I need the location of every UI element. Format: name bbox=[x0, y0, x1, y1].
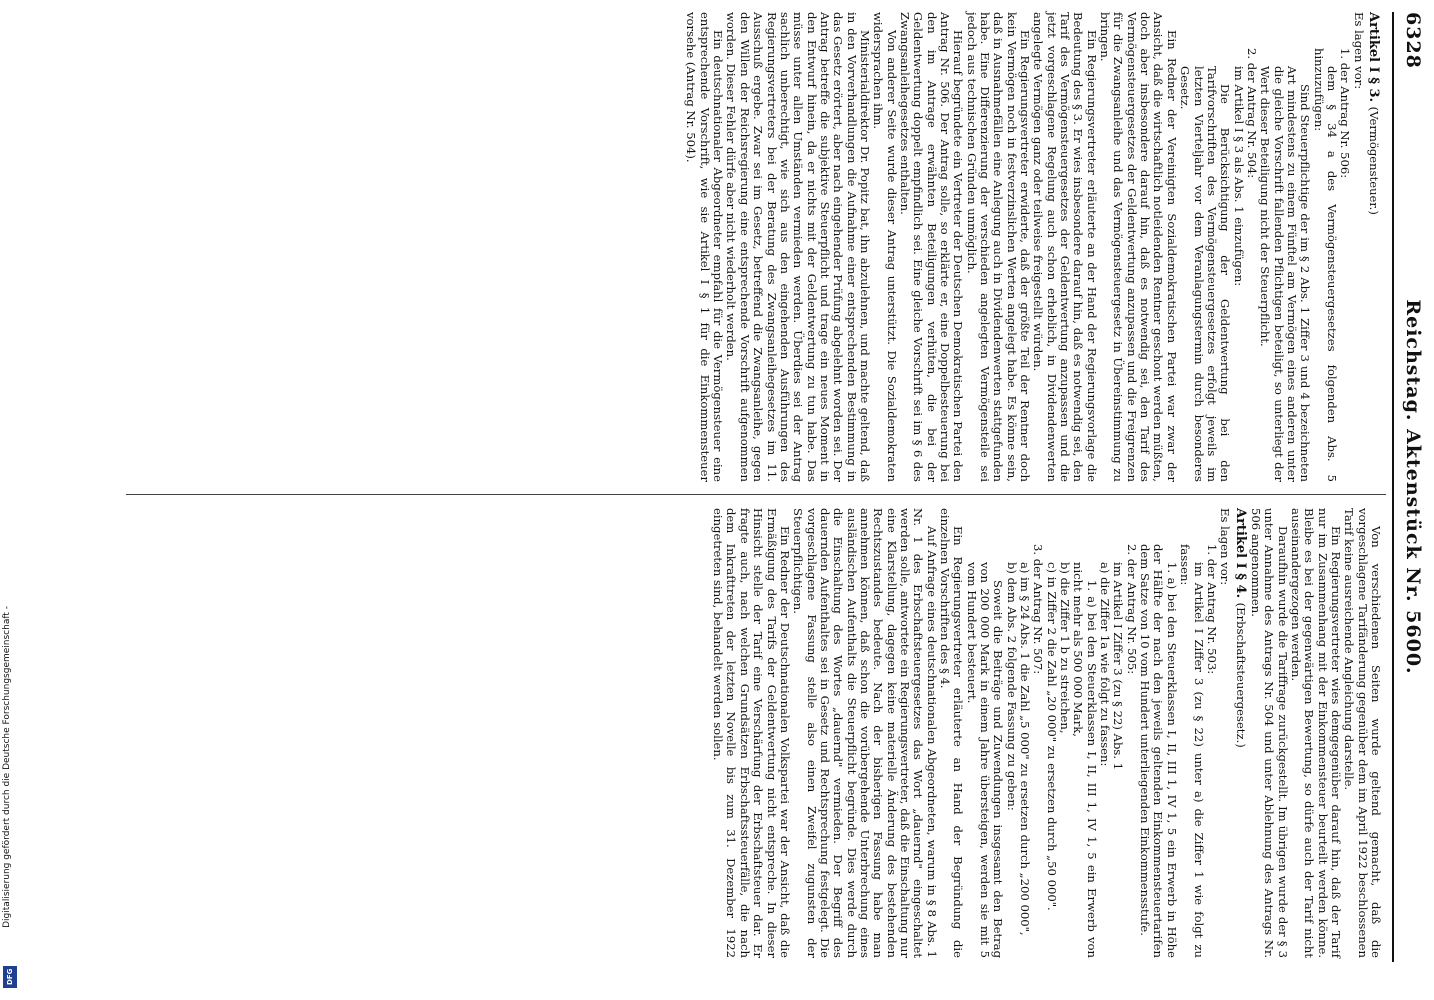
motion-text: 1. der Antrag Nr. 506: bbox=[1338, 48, 1353, 179]
motion-text: 3. der Antrag Nr. 507: bbox=[1031, 544, 1046, 675]
motion-text: dem § 34 a des Vermögensteuergesetzes folgenden Abs. 5 hinzuzufügen: bbox=[1311, 48, 1339, 482]
paragraph: Daraufhin wurde die Tariffrage zurückgestellt. Im übrigen wurde der § 3 unter Annahme des Antrags Nr. 504 und unter Ablehnung des Antrags Nr. 506 angenommen. bbox=[1248, 508, 1290, 958]
dfg-logo: DFG bbox=[3, 966, 17, 988]
paragraph: Von anderer Seite wurde dieser Antrag unterstützt. Die Sozialdemokraten widersprachen ihm. bbox=[871, 12, 899, 482]
lead-line: Es lagen vor: bbox=[1351, 12, 1366, 90]
paragraph: Ein Regierungsvertreter erläuterte an der Hand der Regierungsvorlage die Bedeutung des § 3. Er wies insbesondere darauf hin, daß es notwendig sei, den Tarif des Vermögensteuergesetzes der Geldentwertung anzupassen und die jetzt vorgeschlagene Regelung auch schon erheblich, in Dividendenwerten angelegte Vermögen ganz oder teilweise freigestellt würden. bbox=[1031, 12, 1099, 482]
motion-text: 1. der Antrag Nr. 503: bbox=[1204, 544, 1219, 675]
article-title: Artikel I § 3. bbox=[1366, 12, 1381, 103]
motion-text: a) im § 24 Abs. 1 die Zahl „5 000" zu ersetzen durch „200 000", bbox=[1018, 562, 1033, 936]
motion-text: 2. der Antrag Nr. 505: bbox=[1124, 544, 1139, 675]
right-column bbox=[711, 508, 1382, 958]
article-subject: (Vermögensteuer.) bbox=[1367, 106, 1381, 215]
header-rule bbox=[1392, 12, 1394, 962]
paragraph: Ein Regierungsvertreter erläuterte an Hand der Begründung die einzelnen Vorschriften des § 4. bbox=[938, 508, 966, 958]
motion-text: a) die Ziffer 1a wie folgt zu fassen: bbox=[1098, 562, 1113, 767]
motion-text: Die Berücksichtigung der Geldentwertung bei den Tarifvorschriften des Vermögensteuergesetzes erfolgt jeweils im letzten Vierteljahr vor dem Veranlagungstermin durch besonderes Gesetz. bbox=[1178, 66, 1233, 482]
paragraph: Ein Regierungsvertreter wies demgegenüber darauf hin, daß der Tarif nur im Zusammenhang mit der Einkommensteuer beurteilt werden könne. Bleibe es bei der gegenwärtigen Bewertung, so dürfe auch der Tarif nicht auseinandergezogen werden. bbox=[1288, 508, 1343, 958]
article-heading bbox=[1233, 508, 1246, 958]
page-header bbox=[1396, 12, 1424, 962]
paragraph: Auf Anfrage eines deutschnationalen Abgeordneten, warum in § 8 Abs. 1 Nr. 1 des Erbschaftsteuergesetzes das Wort „dauernd" eingeschaltet werden solle, antwortete ein Regierungsvertreter, daß die Einschaltung nur eine Klarstellung, dagegen keine materielle Änderung des bestehenden Rechtszustandes bedeute. Nach der bisherigen Fassung habe man annehmen können, daß schon die vorübergehende Unterbrechung eines ausländischen Aufenthalts die Steuerpflicht begründe. Dies werde durch die Einschaltung des Wortes „dauernd" vermieden. Der Begriff des dauernden Aufenthaltes sei in Gesetz und Rechtsprechung festgelegt. Die vorgeschlagene Fassung stelle also einen Zweifel zugunsten der Steuerpflichtigen. bbox=[791, 508, 939, 958]
running-title: Reichstag. Aktenstück Nr. 5600. bbox=[1402, 299, 1424, 675]
paragraph: Ein Redner der Vereinigten Sozialdemokratischen Partei war zwar der Ansicht, daß die wirtschaftlich notleidenden Rentner geschont werden müßten, doch aber insbesondere darauf hin, daß es notwendig sei, den Tarif des Vermögensteuergesetzes der Geldentwertung anzupassen und die Freigrenzen für die Zwangsanleihe und das Vermögensteuergesetz in Übereinstimmung zu bringen. bbox=[1098, 12, 1179, 482]
motion-text: Sind Steuerpflichtige der im § 2 Abs. 1 Ziffer 3 und 4 bezeichneten Art mindestens zu einem Fünftel am Vermögen eines anderen unter die gleiche Vorschrift fallenden Pflichtigen beteiligt, so unterliegt der Wert dieser Beteiligung nicht der Steuerpflicht. bbox=[1258, 66, 1313, 482]
motion-text: b) dem Abs. 2 folgende Fassung zu geben: bbox=[1004, 562, 1019, 811]
motion-text: 2. der Antrag Nr. 504: bbox=[1244, 48, 1259, 179]
motion-text: 1. a) bei den Steuerklassen I, II, III 1, IV 1, 5 ein Erwerb von nicht mehr als 500 000 Mark, bbox=[1071, 562, 1099, 958]
page-number: 6328 bbox=[1402, 12, 1424, 69]
motion-text: 1. a) bei den Steuerklassen I, II, III 1, IV 1, 5 ein Erwerb in Höhe der Hälfte der nach den jeweils geltenden Einkommensteuertarifen dem Satze von 10 vom Hundert unterliegenden Einkommensstufe. bbox=[1138, 544, 1179, 958]
paragraph: Von verschiedenen Seiten wurde geltend gemacht, daß die vorgeschlagene Tarifänderung gegenüber dem im April 1922 beschlossenen Tarif keine ausreichende Angleichung darstelle. bbox=[1342, 508, 1383, 958]
article-subject: (Erbschaftsteuergesetz.) bbox=[1233, 602, 1248, 748]
article-title: Artikel I § 4. bbox=[1232, 508, 1248, 599]
motion-text: im Artikel I Ziffer 3 (zu § 22) Abs. 1 bbox=[1111, 562, 1126, 771]
article-heading bbox=[1367, 12, 1380, 482]
motion-text: im Artikel I Ziffer 3 (zu § 22) unter a) die Ziffer 1 wie folgt zu fassen: bbox=[1178, 544, 1206, 958]
digitization-credit bbox=[0, 0, 20, 1000]
paragraph: Ein Redner der Deutschnationalen Volkspartei war der Ansicht, daß die Ermäßigung des Tarifs der Geldentwertung nicht entspreche. In dieser Hinsicht stelle der Tarif eine Verschärfung der Erbschaftsteuer dar. Er fragte auch, nach welchen Grundsätzen Erbschaftssteuerfälle, die nach dem Inkrafttreten der letzten Novelle bis zum 31. Dezember 1922 eingetreten sind, behandelt werden sollen. bbox=[711, 508, 792, 958]
left-column bbox=[684, 12, 1382, 482]
motion-text: c) in Ziffer 2 die Zahl „20 000" zu ersetzen durch „50 000". bbox=[1044, 562, 1059, 911]
column-divider bbox=[126, 494, 1386, 495]
motion-text: Soweit die Beiträge und Zuwendungen insgesamt den Betrag von 200 000 Mark in einem Jahre übersteigen, werden sie mit 5 vom Hundert besteuert. bbox=[964, 562, 1006, 958]
motion-text: im Artikel I § 3 als Abs. 1 einzufügen: bbox=[1231, 66, 1246, 287]
paragraph: Ein deutschnationaler Abgeordneter empfahl für die Vermögensteuer eine entsprechende Vorschrift, wie sie Artikel I § 1 für die Einkommensteuer vorsehe (Antrag Nr. 504). bbox=[684, 12, 726, 482]
motion-text: b) die Ziffer 1 b zu streichen, bbox=[1058, 562, 1073, 734]
lead-line: Es lagen vor: bbox=[1218, 508, 1233, 586]
credit-text: Digitalisierung gefördert durch die Deutsche Forschungsgemeinschaft - bbox=[2, 606, 12, 928]
paragraph: Ministerialdirektor Dr. Popitz bat, ihn abzulehnen, und machte geltend, daß in den Vorverhandlungen die Aufnahme einer entsprechenden Bestimmung in das Gesetz erörtert, aber nach eingehender Prüfung abgelehnt worden sei. Der Antrag betreffe die subjektive Steuerpflicht und trage ein neues Moment in den Entwurf hinein, da er nichts mit der Geldentwertung zu tun habe. Das müsse unter allen Umständen vermieden werden. Überdies sei der Antrag sachlich unberechtigt, wie sich aus den eingehenden Ausführungen des Regierungsvertreters bei der Beratung des Zwangsanleihegesetzes im 11. Ausschuß ergebe. Zwar sei im Gesetz, betreffend die Zwangsanleihe, gegen den Willen der Reichsregierung eine entsprechende Vorschrift aufgenommen worden. Dieser Fehler dürfe aber nicht wiederholt werden. bbox=[724, 12, 872, 482]
paragraph: Ein Regierungsvertreter erwiderte, daß der größte Teil der Rentner doch kein Vermögen noch in festverzinslichen Werten angelegt habe. Es könne sein, daß in Ausnahmefällen eine Anlegung auch in Dividendenwerten stattgefunden habe. Eine Differenzierung der verschieden angelegten Vermögensteile sei jedoch aus technischen Gründen unmöglich. bbox=[964, 12, 1033, 482]
paragraph: Hierauf begründete ein Vertreter der Deutschen Demokratischen Partei den Antrag Nr. 506. Der Antrag solle, so erklärte er, eine Doppelbesteuerung bei den im Antrage erwähnten Beteiligungen verhüten, die bei der Geldentwertung doppelt empfindlich sei. Eine gleiche Vorschrift sei im § 6 des Zwangsanleihegesetzes enthalten. bbox=[897, 12, 966, 482]
